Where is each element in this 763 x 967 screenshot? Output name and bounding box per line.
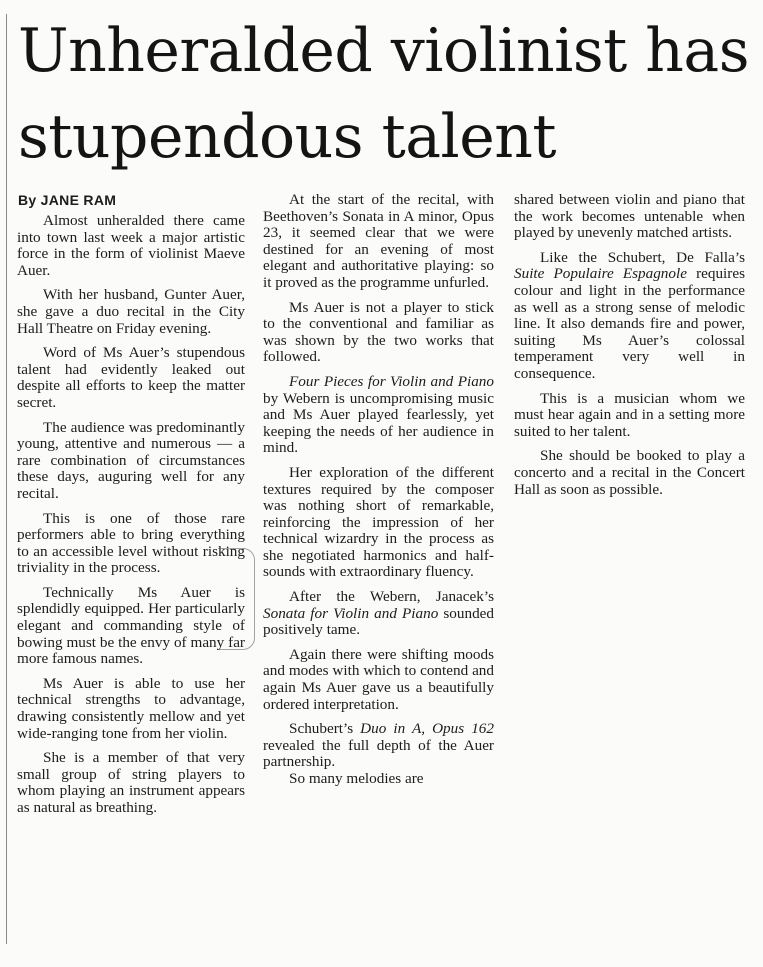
paragraph	[514, 250, 745, 383]
paragraph: She is a member of that very small group of string players to whom playing an instrument appears as natural as breathing.	[17, 749, 245, 816]
paragraph: shared between violin and piano that the work becomes untenable when played by unevenly matched artists.	[514, 191, 745, 242]
article-column-1	[17, 213, 245, 825]
headline-line-2: stupendous talent	[18, 102, 556, 172]
paragraph: Again there were shifting moods and modes with which to contend and again Ms Auer gave us a beautifully ordered interpretation.	[263, 645, 494, 713]
paragraph-text: by Webern is uncompromising music and Ms Auer played fearlessly, yet keeping the needs of her audience in mind.	[263, 389, 494, 457]
paragraph: This is one of those rare performers able to bring everything to an accessible level without risking triviality in the process.	[17, 509, 245, 577]
paragraph: So many melodies are	[289, 770, 424, 787]
article-column-2	[263, 192, 494, 788]
paragraph: Almost unheralded there came into town last week a major artistic force in the form of violinist Maeve Auer.	[17, 212, 245, 279]
paragraph	[263, 721, 494, 771]
work-title: Sonata for Violin and Piano	[263, 604, 439, 622]
paragraph-text: sounded positively tame.	[263, 604, 494, 639]
paragraph: Ms Auer is able to use her technical strengths to advantage, drawing consistently mellow and yet wide-ranging tone from her violin.	[17, 674, 245, 742]
paragraph: The audience was predominantly young, attentive and numerous — a rare combination of circumstances these days, auguring well for any recital.	[17, 418, 245, 502]
paragraph: Technically Ms Auer is splendidly equipped. Her particularly elegant and commanding style of bowing must be the envy of many far more famous names.	[17, 583, 245, 668]
paragraph: She should be booked to play a concerto and a recital in the Concert Hall as soon as possible.	[514, 447, 745, 498]
handwritten-margin-bracket	[218, 548, 255, 650]
work-title: Duo in A, Opus 162	[360, 720, 494, 738]
paragraph: With her husband, Gunter Auer, she gave a duo recital in the City Hall Theatre on Friday evening.	[17, 286, 245, 337]
article-column-3	[514, 192, 745, 506]
paragraph-text: Like the Schubert, De Falla’s	[540, 248, 745, 266]
paragraph: This is a musician whom we must hear again and in a setting more suited to her talent.	[514, 389, 745, 440]
paragraph-text: After the Webern, Janacek’s	[289, 588, 494, 606]
paragraph: Ms Auer is not a player to stick to the conventional and familiar as was shown by the two works that followed.	[263, 298, 494, 366]
paragraph	[263, 374, 494, 457]
paragraph	[263, 589, 494, 639]
paragraph-text: requires colour and light in the performance as well as a strong sense of melodic line. It also demands fire and power, suiting Ms Auer’s colossal temperament very well in consequence.	[514, 265, 745, 382]
paragraph: At the start of the recital, with Beethoven’s Sonata in A minor, Opus 23, it seemed clear that we were destined for an evening of most elegant and authoritative playing: so it proved as the programme unfurled.	[263, 191, 494, 291]
byline: By JANE RAM	[18, 192, 117, 208]
paragraph-text: Schubert’s	[289, 720, 361, 738]
paragraph: Her exploration of the different textures required by the composer was nothing short of remarkable, reinforcing the impression of her technical wizardry in the process as she negotiated harmonics and half-sounds with extraordinary fluency.	[263, 463, 494, 581]
headline	[18, 8, 758, 180]
paragraph: Word of Ms Auer’s stupendous talent had evidently leaked out despite all efforts to keep the matter secret.	[17, 344, 245, 411]
work-title: Four Pieces for Violin and Piano	[289, 372, 494, 390]
clipping-edge-line	[6, 14, 7, 944]
paragraph-text: revealed the full depth of the Auer partnership.	[263, 736, 494, 771]
headline-line-1: Unheralded violinist has	[18, 16, 749, 86]
work-title: Suite Populaire Espagnole	[514, 265, 687, 283]
